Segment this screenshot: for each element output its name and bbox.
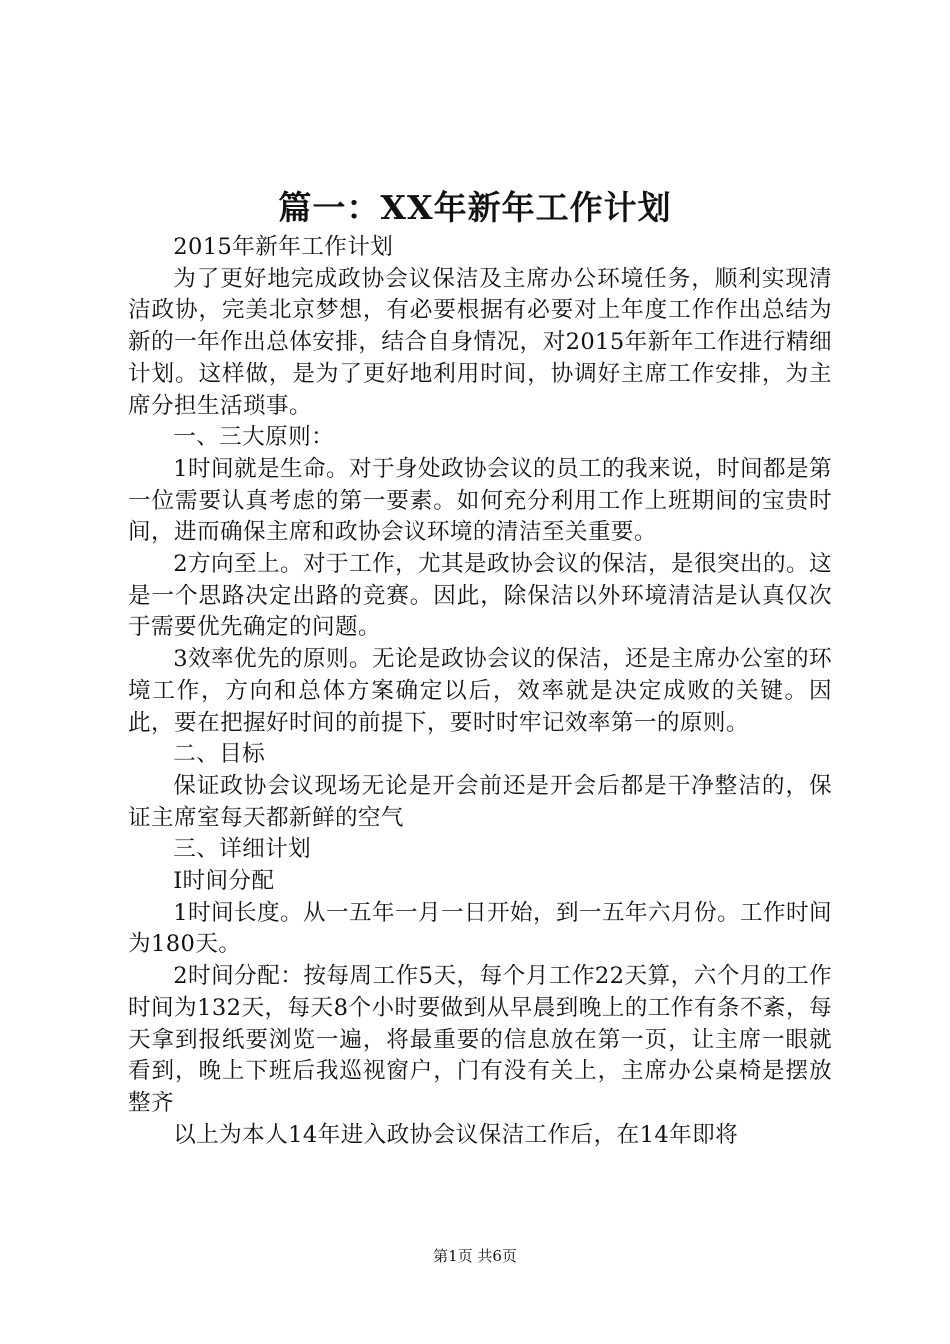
paragraph: 3效率优先的原则。无论是政协会议的保洁，还是主席办公室的环境工作，方向和总体方案确定以后，效率就是决定成败的关键。因此，要在把握好时间的前提下，要时时牢记效率第一的原则。: [128, 646, 832, 736]
paragraph: 保证政协会议现场无论是开会前还是开会后都是干净整洁的，保证主席室每天都新鲜的空气: [128, 772, 832, 831]
document-body: [128, 232, 832, 1151]
paragraph: 以上为本人14年进入政协会议保洁工作后，在14年即将: [173, 1121, 739, 1148]
paragraph: 2时间分配：按每周工作5天，每个月工作22天算，六个月的工作时间为132天，每天8个小时要做到从早晨到晚上的工作有条不紊，每天拿到报纸要浏览一遍，将最重要的信息放在第一页，让主席一眼就看到，晚上下班后我巡视窗户，门有没有关上，主席办公桌椅是摆放整齐: [128, 963, 832, 1116]
subsection-heading: Ⅰ时间分配: [173, 868, 275, 895]
section-heading: 二、目标: [173, 741, 266, 768]
paragraph: 1时间就是生命。对于身处政协会议的员工的我来说，时间都是第一位需要认真考虑的第一要素。如何充分利用工作上班期间的宝贵时间，进而确保主席和政协会议环境的清洁至关重要。: [128, 455, 832, 546]
paragraph: 为了更好地完成政协会议保洁及主席办公环境任务，顺利实现清洁政协，完美北京梦想，有必要根据有必要对上年度工作作出总结为新的一年作出总体安排，结合自身情况，对2015年新年工作进行精细计划。这样做，是为了更好地利用时间，协调好主席工作安排，为主席分担生活琐事。: [128, 265, 832, 419]
page-footer: 第1页 共6页: [433, 1247, 517, 1265]
paragraph: 2方向至上。对于工作，尤其是政协会议的保洁，是很突出的。这是一个思路决定出路的竞赛。因此，除保洁以外环境清洁是认真仅次于需要优先确定的问题。: [128, 551, 832, 641]
paragraph: 1时间长度。从一五年一月一日开始，到一五年六月份。工作时间为180天。: [128, 899, 832, 958]
document-title: 篇一：XX年新年工作计划: [278, 188, 672, 227]
section-heading: 一、三大原则：: [173, 424, 335, 451]
section-heading: 三、详细计划: [173, 836, 312, 863]
paragraph: 2015年新年工作计划: [173, 234, 394, 260]
